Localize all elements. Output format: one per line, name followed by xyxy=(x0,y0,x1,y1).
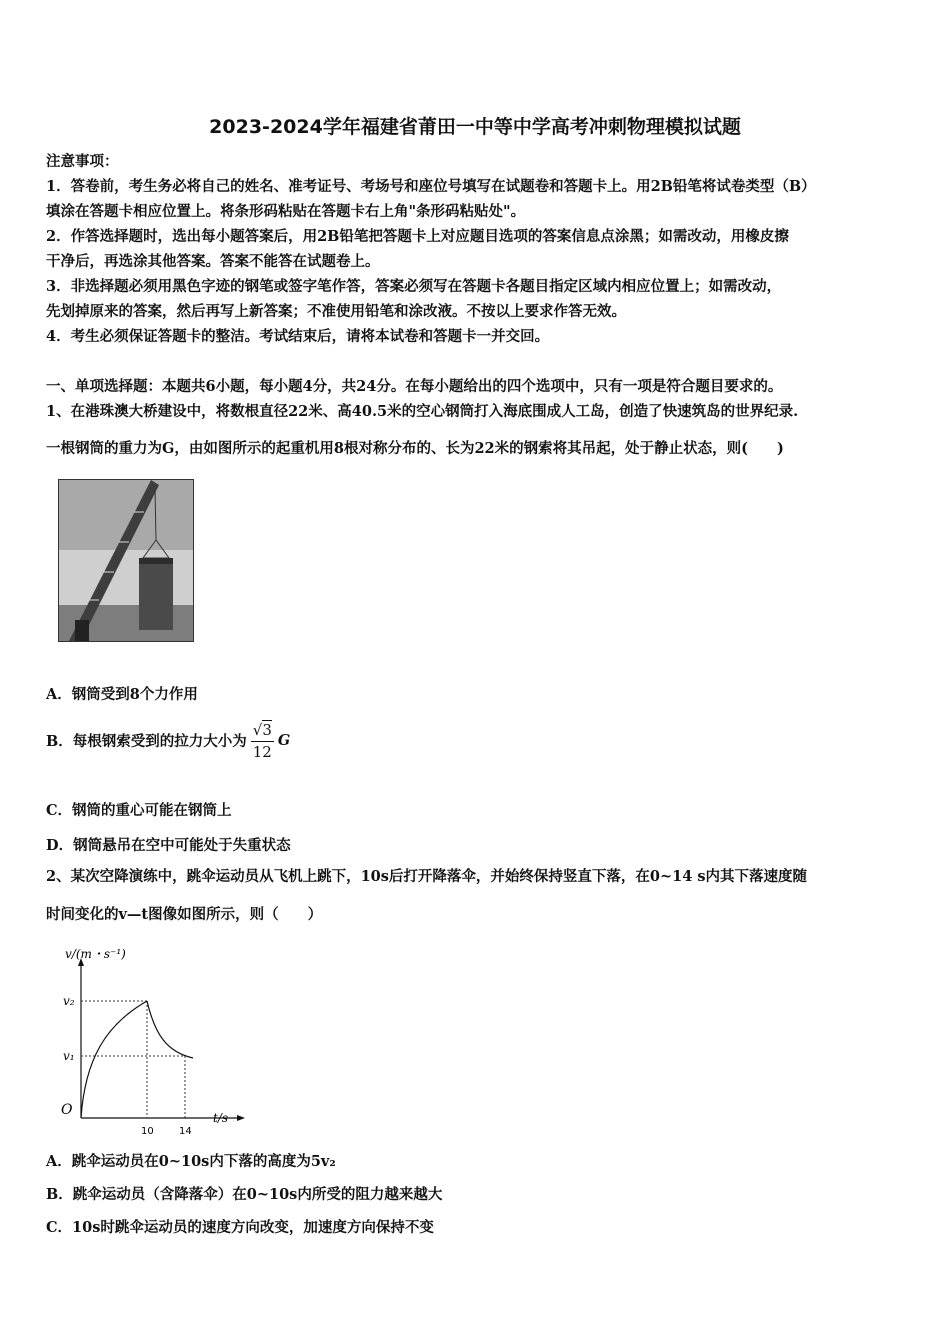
y-tick-v2: v₂ xyxy=(63,994,75,1008)
fraction xyxy=(251,719,274,762)
crane-photo xyxy=(58,479,194,642)
vt-chart xyxy=(55,940,255,1135)
q2-option-a: A．跳伞运动员在0~10s内下落的高度为5v₂ xyxy=(46,1153,336,1170)
y-tick-v1: v₁ xyxy=(63,1049,75,1063)
notice-line: 填涂在答题卡相应位置上。将条形码粘贴在答题卡右上角"条形码粘贴处"。 xyxy=(46,203,526,220)
radicand: 3 xyxy=(262,720,272,739)
x-tick-10: 10 xyxy=(141,1126,154,1135)
notice-line: 4．考生必须保证答题卡的整洁。考试结束后，请将本试卷和答题卡一并交回。 xyxy=(46,328,550,345)
question-2-line-2: 时间变化的v—t图像如图所示，则（ ） xyxy=(46,906,323,923)
q1-option-d: D．钢筒悬吊在空中可能处于失重状态 xyxy=(46,837,291,854)
series-0-10s xyxy=(81,1001,147,1118)
q1-option-b xyxy=(46,715,290,765)
notice-line: 干净后，再选涂其他答案。答案不能答在试题卷上。 xyxy=(46,253,380,270)
x-tick-14: 14 xyxy=(179,1126,192,1135)
notice-line: 先划掉原来的答案，然后再写上新答案；不准使用铅笔和涂改液。不按以上要求作答无效。 xyxy=(46,303,626,320)
q1-option-c: C．钢筒的重心可能在钢筒上 xyxy=(46,802,232,819)
q2-option-b: B．跳伞运动员（含降落伞）在0~10s内所受的阻力越来越大 xyxy=(46,1186,443,1203)
y-axis-label: v/(m・s⁻¹) xyxy=(65,947,126,961)
notice-line: 1．答卷前，考生务必将自己的姓名、准考证号、考场号和座位号填写在试题卷和答题卡上。用2B铅笔将试卷类型（B） xyxy=(46,178,816,195)
notice-line: 3．非选择题必须用黑色字迹的钢笔或签字笔作答，答案必须写在答题卡各题目指定区域内相应位置上；如需改动， xyxy=(46,278,782,295)
crane-illustration xyxy=(59,480,193,641)
x-axis-label: t/s xyxy=(213,1111,229,1125)
notice-line: 2．作答选择题时，选出每小题答案后，用2B铅笔把答题卡上对应题目选项的答案信息点涂黑；如需改动，用橡皮擦 xyxy=(46,228,789,245)
q1-option-b-suffix: G xyxy=(277,731,291,749)
notice-heading: 注意事项： xyxy=(46,153,119,170)
q1-option-a: A．钢筒受到8个力作用 xyxy=(46,686,198,703)
x-axis-arrow xyxy=(237,1115,245,1121)
question-2-line-1: 2、某次空降演练中，跳伞运动员从飞机上跳下，10s后打开降落伞，并始终保持竖直下落，在0~14 s内其下落速度随 xyxy=(46,868,808,885)
section-heading: 一、单项选择题：本题共6小题，每小题4分，共24分。在每小题给出的四个选项中，只有一项是符合题目要求的。 xyxy=(46,378,783,395)
q2-option-c: C．10s时跳伞运动员的速度方向改变，加速度方向保持不变 xyxy=(46,1219,434,1236)
origin-label: O xyxy=(61,1102,73,1118)
fraction-denominator: 12 xyxy=(252,742,272,761)
fraction-numerator: √3 xyxy=(251,719,274,742)
q1-option-b-prefix: B．每根钢索受到的拉力大小为 xyxy=(46,732,247,750)
page-title: 2023-2024学年福建省莆田一中等中学高考冲刺物理模拟试题 xyxy=(209,116,741,138)
question-1-line-2: 一根钢筒的重力为G，由如图所示的起重机用8根对称分布的、长为22米的钢索将其吊起，处于静止状态，则( ) xyxy=(46,440,784,457)
question-1-line-1: 1、在港珠澳大桥建设中，将数根直径22米、高40.5米的空心钢筒打入海底围成人工岛，创造了快速筑岛的世界纪录. xyxy=(46,403,799,420)
series-10-14s xyxy=(147,1001,193,1058)
